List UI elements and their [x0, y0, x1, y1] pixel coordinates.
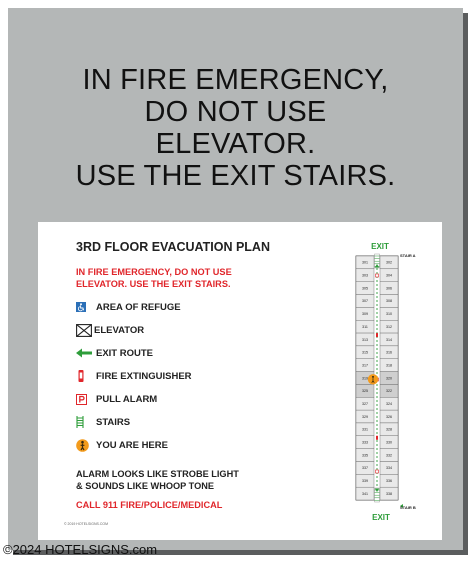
room-number: 308 [386, 299, 392, 304]
emergency-call-text: CALL 911 FIRE/POLICE/MEDICAL [76, 500, 223, 510]
room-number: 305 [362, 286, 368, 291]
room-number: 314 [386, 337, 392, 342]
room-number: 339 [362, 479, 368, 484]
legend-label: AREA OF REFUGE [96, 301, 181, 313]
evacuation-sign [8, 8, 463, 550]
floor-map [338, 242, 438, 532]
room-number: 341 [362, 491, 368, 496]
copyright: ©2024 HOTELSIGNS.com [3, 542, 158, 557]
room-number: 329 [362, 414, 368, 419]
room-number: 337 [362, 466, 368, 471]
room-number: 333 [362, 440, 368, 445]
room-number: 309 [362, 312, 368, 317]
room-number: 301 [362, 260, 368, 265]
room-number: 316 [386, 350, 392, 355]
room-number: 311 [362, 324, 368, 329]
legend-label: YOU ARE HERE [96, 439, 168, 451]
headline-line: DO NOT USE [144, 96, 327, 128]
pull-alarm [376, 274, 379, 277]
room-number: 319 [362, 376, 368, 381]
pull-alarm [376, 470, 379, 473]
alarm-line: ALARM LOOKS LIKE STROBE LIGHT [76, 469, 239, 479]
alarm-line: & SOUNDS LIKE WHOOP TONE [76, 481, 214, 491]
legend-item-pull-alarm [76, 392, 157, 406]
room-number: 307 [362, 299, 368, 304]
extinguisher [376, 333, 378, 337]
room-number: 334 [386, 466, 392, 471]
sign-headline [8, 64, 463, 192]
room-number: 332 [386, 453, 392, 458]
room-number: 338 [386, 491, 392, 496]
legend-item-you-are-here [76, 438, 168, 452]
room-number: 325 [362, 389, 368, 394]
plan-warning-line: ELEVATOR. USE THE EXIT STAIRS. [76, 279, 231, 289]
you-are-here-icon [76, 438, 92, 452]
room-number: 335 [362, 453, 368, 458]
exit-bottom-label: EXIT [372, 513, 390, 522]
legend-item-refuge [76, 300, 181, 314]
plan-title: 3RD FLOOR EVACUATION PLAN [76, 240, 270, 254]
stair-a-label: STAIR A [400, 253, 416, 258]
legend-item-extinguisher [76, 369, 192, 383]
legend-label: STAIRS [96, 416, 131, 428]
stair-b-label: STAIR B [400, 505, 416, 510]
room-number: 303 [362, 273, 368, 278]
legend-label: PULL ALARM [96, 393, 158, 405]
room-number: 306 [386, 286, 392, 291]
room-number: 315 [362, 350, 368, 355]
extinguisher-icon [76, 369, 92, 383]
legend-label: EXIT ROUTE [96, 347, 154, 359]
fine-print: © 2019 HOTELSIGNS.COM [64, 522, 109, 526]
room-number: 312 [386, 324, 392, 329]
room-number: 328 [386, 427, 392, 432]
room-number: 320 [386, 376, 392, 381]
room-number: 327 [362, 401, 368, 406]
alarm-description [76, 468, 239, 492]
room-number: 331 [362, 427, 368, 432]
legend-label: ELEVATOR [94, 324, 145, 336]
legend-item-elevator [76, 323, 144, 337]
room-number: 324 [386, 401, 392, 406]
pull-alarm-icon [76, 392, 92, 406]
room-number: 322 [386, 389, 392, 394]
room-number: 317 [362, 363, 368, 368]
legend-item-exit-route [76, 346, 153, 360]
room-number: 318 [386, 363, 392, 368]
stairs-icon [76, 415, 92, 429]
room-number: 313 [362, 337, 368, 342]
headline-line: USE THE EXIT STAIRS. [75, 160, 396, 192]
room-number: 336 [386, 479, 392, 484]
legend-item-stairs [76, 415, 130, 429]
room-number: 304 [386, 273, 392, 278]
exit-top-label: EXIT [371, 242, 389, 251]
room-number: 326 [386, 414, 392, 419]
room-number: 302 [386, 260, 392, 265]
room-number: 330 [386, 440, 392, 445]
headline-line: IN FIRE EMERGENCY, [82, 64, 389, 96]
you-are-here-head [372, 376, 374, 378]
arrow-left-icon [76, 346, 92, 360]
evacuation-plan-panel [38, 222, 442, 540]
plan-warning [76, 266, 232, 290]
elevator-icon [76, 323, 92, 337]
legend-label: FIRE EXTINGUISHER [96, 370, 192, 382]
extinguisher [376, 436, 378, 440]
plan-warning-line: IN FIRE EMERGENCY, DO NOT USE [76, 267, 232, 277]
accessibility-icon [76, 300, 92, 314]
headline-line: ELEVATOR. [155, 128, 316, 160]
room-number: 310 [386, 312, 392, 317]
